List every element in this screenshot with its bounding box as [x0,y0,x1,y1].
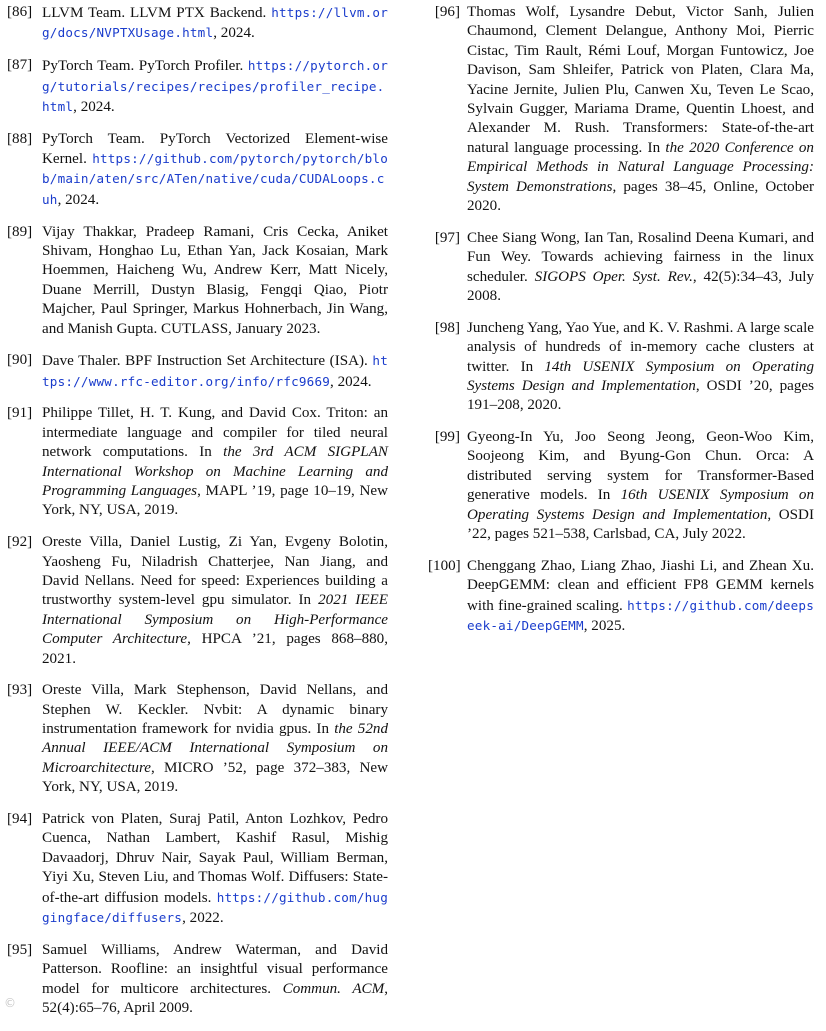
reference-entry [428,3,814,216]
reference-link[interactable]: https://github.com/huggingface/diffusers [42,889,388,926]
reference-tail: , 42(5):34–43, July 2008. [467,268,814,304]
reference-tail: , 2024. [73,98,115,115]
reference-entry [428,229,814,307]
reference-text: Dave Thaler. BPF Instruction Set Architecture (ISA). [42,353,373,370]
reference-venue: 16th USENIX Symposium on Operating Systems Design and Implementation [467,487,815,523]
reference-text: Thomas Wolf, Lysandre Debut, Victor Sanh, Julien Chaumond, Clement Delangue, Anthony Moi, Pierric Cistac, Tim Rault, Rémi Louf, Morgan Funtowicz, Joe Davison, Sam Shleifer, Patrick von Platen, Clara Ma, Yacine Jernite, Julien Plu, Canwen Xu, Teven Le Scao, Sylvain Gugger, Mariama Drame, Quentin Lhoest, and Alexander M. Rush. Transformers: State-of-the-art natural language processing. In [467,4,814,156]
reference-venue: Commun. ACM [282,980,385,997]
reference-body [467,230,814,304]
reference-text: Oreste Villa, Mark Stephenson, David Nellans, and Stephen W. Keckler. Nvbit: A dynamic binary instrumentation framework for nvidia gpus. In [42,682,388,738]
reference-number: [92] [7,534,33,551]
reference-entry [7,130,388,211]
reference-text: Vijay Thakkar, Pradeep Ramani, Cris Cecka, Aniket Shivam, Honghao Lu, Ethan Yan, Jack Kosaian, Mark Hoemmen, Haicheng Wu, Andrew Kerr, Matt Nicely, Duane Merrill, Dustyn Blasig, Fengqi Qiao, Piotr Majcher, Paul Springer, Markus Hohnerbach, Jin Wang, and Manish Gupta. CUTLASS, January 2023. [42,223,388,337]
reference-body [467,429,814,542]
reference-body [42,5,388,41]
reference-text: Patrick von Platen, Suraj Patil, Anton Lozhkov, Pedro Cuenca, Nathan Lambert, Kashif Rasul, Mishig Davaadorj, Dhruv Nair, Sayak Paul, William Berman, Yiyi Xu, Steven Liu, and Thomas Wolf. Diffusers: State-of-the-art diffusion models. [42,811,388,906]
reference-link[interactable]: https://llvm.org/docs/NVPTXUsage.html [42,5,388,41]
reference-body [42,405,388,518]
reference-body [42,534,388,666]
reference-text: PyTorch Team. PyTorch Profiler. [42,58,248,75]
reference-entry [7,533,388,669]
reference-tail: , 2024. [57,191,100,208]
reference-text: Juncheng Yang, Yao Yue, and K. V. Rashmi. A large scale analysis of hundreds of in-memory cache clusters at twitter. In [467,319,815,375]
reference-tail: , 2024. [330,373,372,390]
reference-number: [91] [7,405,33,422]
reference-text: Samuel Williams, Andrew Waterman, and David Patterson. Roofline: an insightful visual performance model for multicore architectures. [42,941,388,997]
reference-tail: , MICRO ’52, page 372–383, New York, NY, USA, 2019. [42,759,388,796]
reference-venue: 14th USENIX Symposium on Operating Systems Design and Implementation [467,358,814,394]
reference-tail: , 2022. [182,910,224,927]
reference-text: LLVM Team. LLVM PTX Backend. [42,5,272,21]
reference-venue: the 2020 Conference on Empirical Methods in Natural Language Processing: System Demonstrations [467,139,814,195]
reference-tail: , HPCA ’21, pages 868–880, 2021. [42,631,388,667]
reference-number: [97] [434,229,460,246]
reference-body [42,224,388,337]
reference-text: Gyeong-In Yu, Joo Seong Jeong, Geon-Woo Kim, Soojeong Kim, and Byung-Gon Chun. Orca: A distributed serving system for Transformer-Based generative models. In [467,429,814,504]
reference-link[interactable]: https://www.rfc-editor.org/info/rfc9669 [42,353,388,389]
reference-tail: , pages 38–45, Online, October 2020. [467,178,815,215]
reference-venue: the 52nd Annual IEEE/ACM International Symposium on Microarchitecture [42,721,388,776]
reference-entry [7,941,388,1019]
reference-entry [7,681,388,797]
reference-column-right [428,3,814,649]
reference-number: [89] [7,223,33,240]
reference-column-left [7,3,388,1031]
reference-text: Philippe Tillet, H. T. Kung, and David Cox. Triton: an intermediate language and compiler for tiled neural network computations. In [42,405,388,461]
reference-number: [86] [7,4,33,20]
reference-number: [90] [7,352,33,369]
reference-number: [87] [7,57,33,74]
reference-body [42,58,388,115]
reference-body [42,811,388,926]
reference-body [467,320,814,414]
reference-venue: SIGOPS Oper. Syst. Rev. [534,268,693,285]
reference-link[interactable]: https://github.com/pytorch/pytorch/blob/main/aten/src/ATen/native/cuda/CUDALoops.cuh [42,151,388,207]
reference-body [467,4,814,214]
reference-entry [7,3,388,44]
reference-entry [7,351,388,392]
reference-link[interactable]: https://github.com/deepseek-ai/DeepGEMM [467,597,814,633]
reference-body [42,942,388,1016]
reference-tail: , OSDI ’22, pages 521–538, Carlsbad, CA, July 2022. [467,506,814,543]
reference-body [42,682,388,795]
reference-tail: , OSDI ’20, pages 191–208, 2020. [467,377,815,414]
reference-entry [7,810,388,928]
reference-text: Oreste Villa, Daniel Lustig, Zi Yan, Evgeny Bolotin, Yaosheng Fu, Niladrish Chatterjee, Nan Jiang, and David Nellans. Need for speed: Experiences building a trustworthy system-level gpu simulator. In [42,534,388,609]
reference-number: [95] [7,941,33,958]
watermark: © [4,996,56,1010]
reference-body [467,558,814,634]
reference-text: Chenggang Zhao, Liang Zhao, Jiashi Li, and Zhean Xu. DeepGEMM: clean and efficient FP8 GEMM kernels with fine-grained scaling. [467,557,814,614]
reference-venue: the 3rd ACM SIGPLAN International Workshop on Machine Learning and Programming Languages [42,444,388,500]
reference-entry [428,319,814,416]
reference-number: [100] [428,557,461,574]
reference-tail: , MAPL ’19, page 10–19, New York, NY, USA, 2019. [42,483,388,519]
reference-entry [428,428,814,544]
reference-entry [7,56,388,117]
reference-tail: , 2025. [583,617,626,634]
reference-number: [88] [7,130,33,147]
reference-number: [94] [7,811,33,827]
reference-number: [93] [7,682,33,699]
reference-tail: , 2024. [213,25,255,42]
reference-number: [96] [434,4,460,20]
reference-number: [99] [434,429,460,446]
reference-entry [7,223,388,339]
reference-entry [428,557,814,637]
reference-body [42,131,388,208]
reference-entry [7,404,388,520]
reference-venue: 2021 IEEE International Symposium on High-Performance Computer Architecture [42,592,388,648]
reference-number: [98] [434,319,460,336]
reference-text: PyTorch Team. PyTorch Vectorized Element-wise Kernel. [42,130,388,168]
reference-tail: , 52(4):65–76, April 2009. [42,980,388,1016]
reference-body [42,353,388,389]
reference-link[interactable]: https://pytorch.org/tutorials/recipes/recipes/profiler_recipe.html [42,58,388,114]
reference-text: Chee Siang Wong, Ian Tan, Rosalind Deena Kumari, and Fun Wey. Towards achieving fairness in the linux scheduler. [467,229,814,285]
